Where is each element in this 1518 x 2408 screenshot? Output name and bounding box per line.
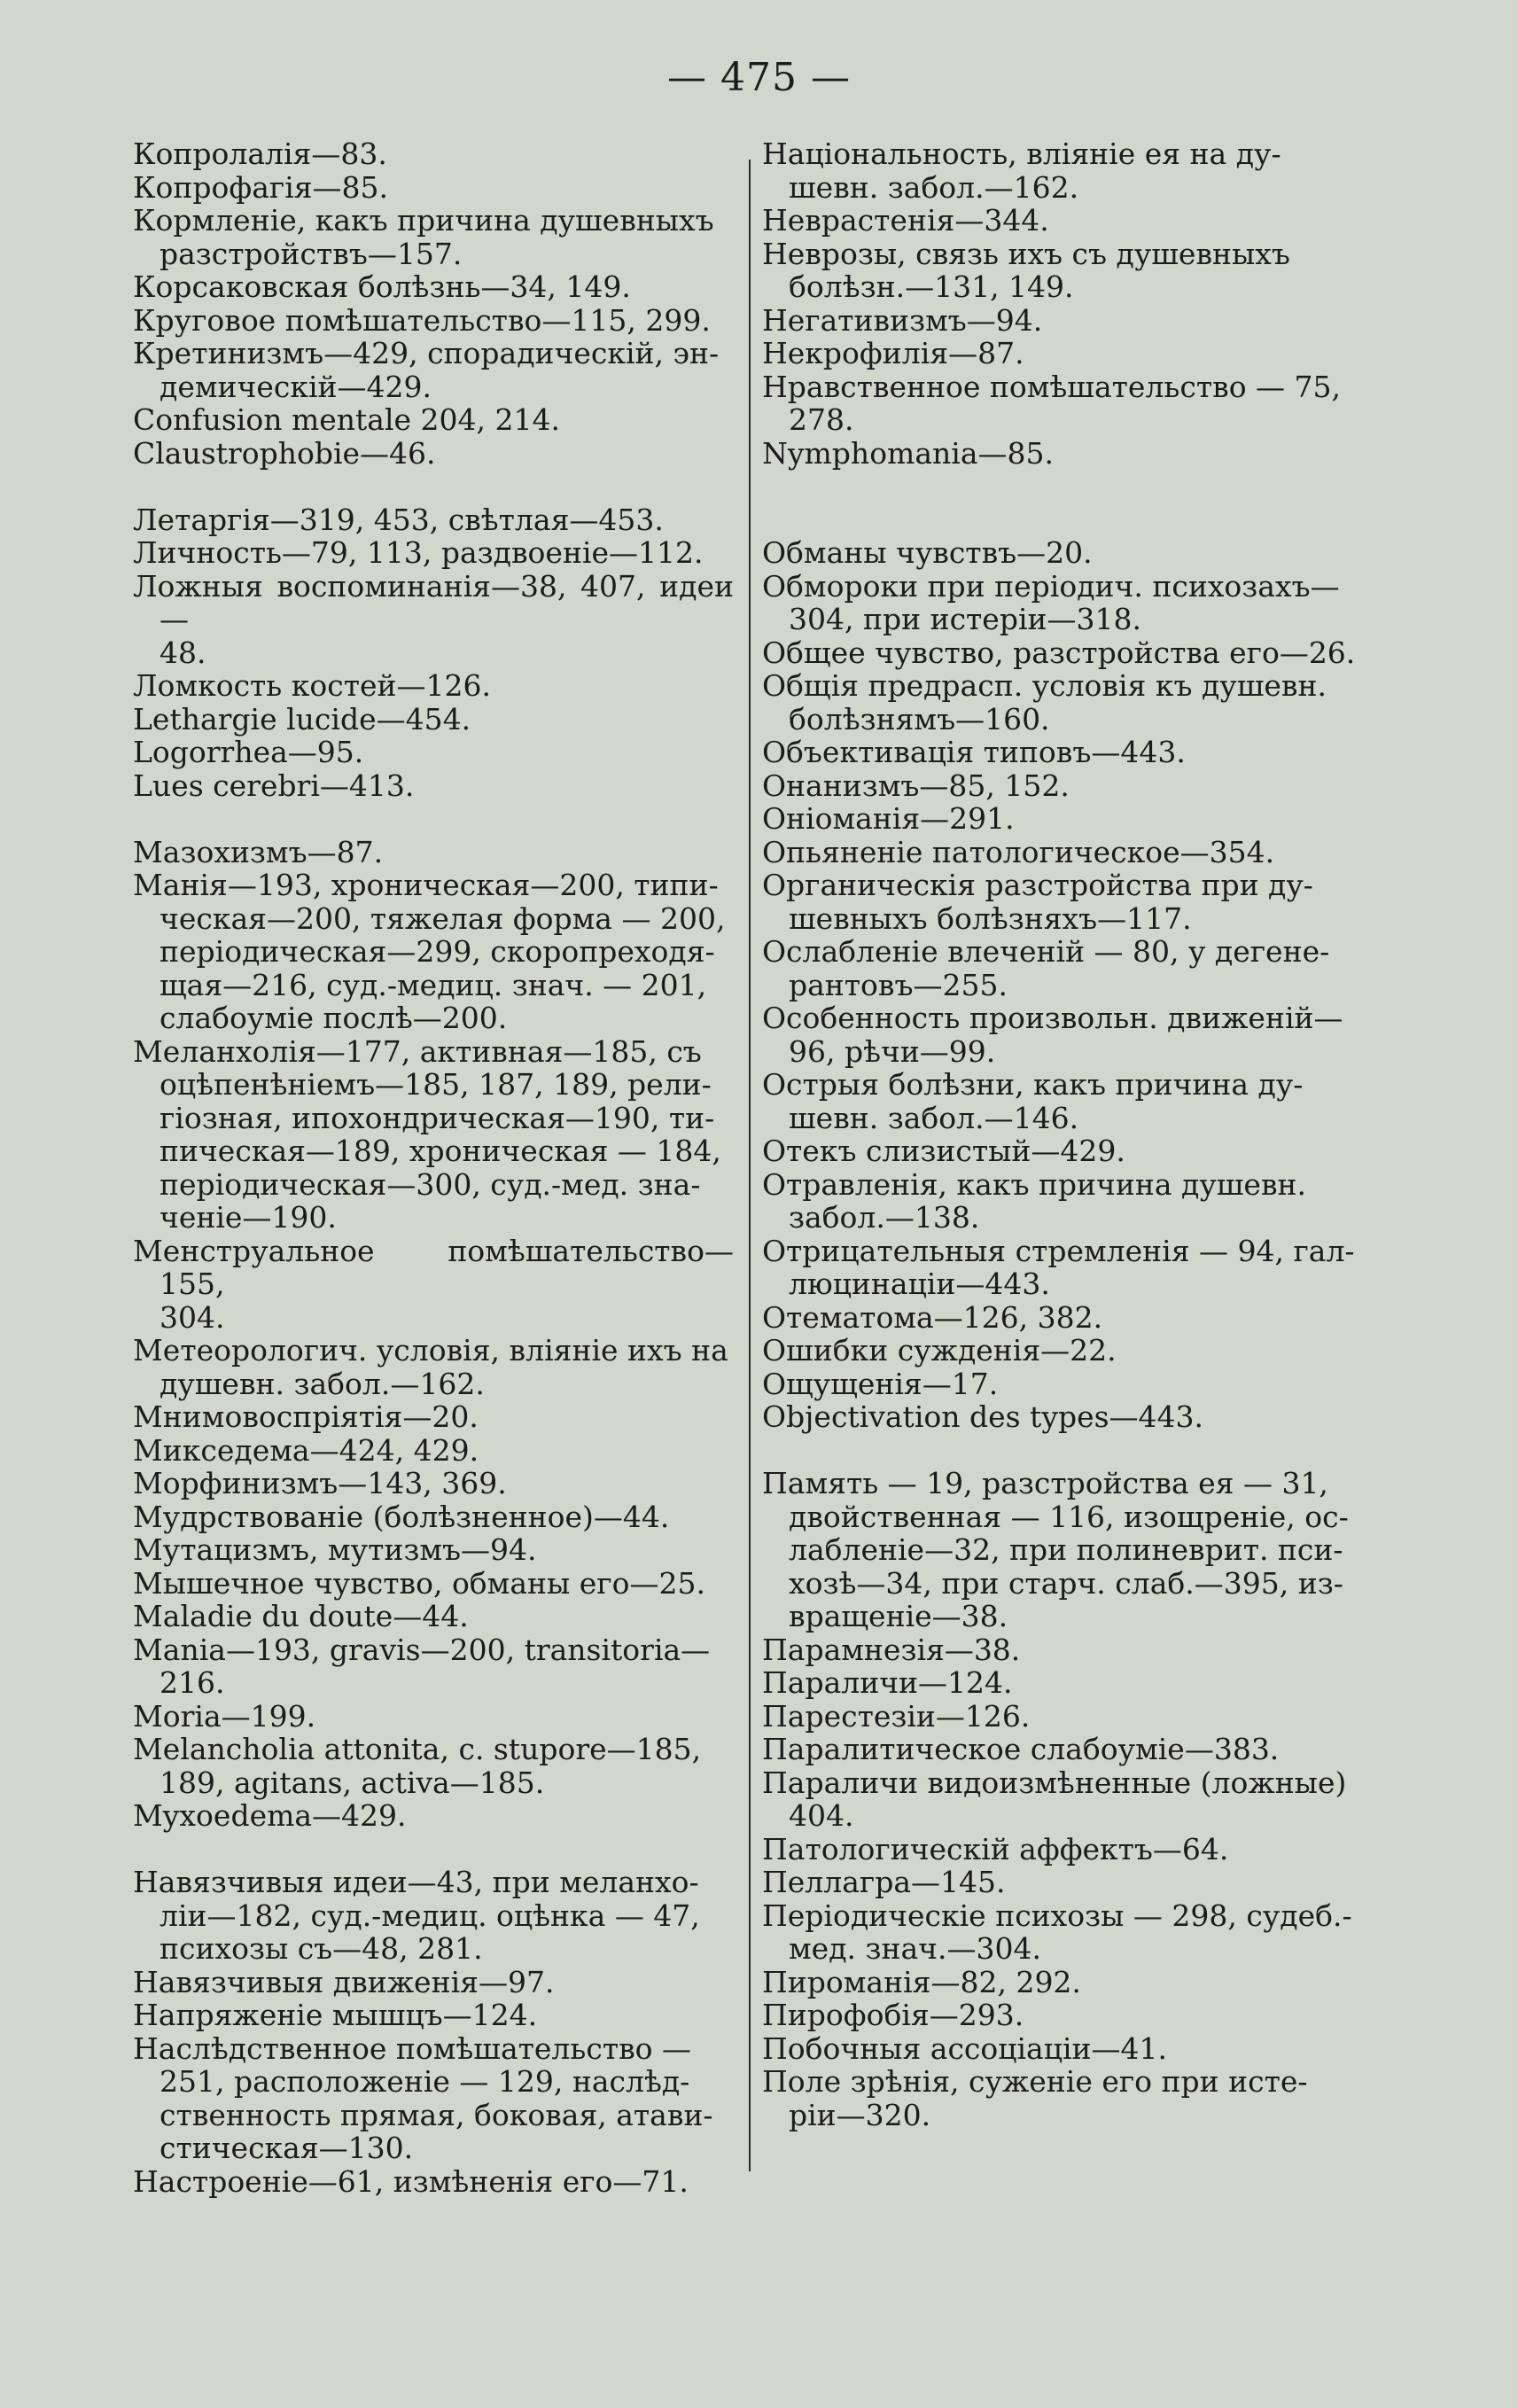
index-entry-line: Параличи видоизмѣненные (ложные) — [762, 1765, 1347, 1800]
index-entry — [762, 769, 1374, 803]
index-entry — [762, 137, 1374, 204]
index-entry-line: Манія—193, хроническая—200, типи- — [133, 868, 719, 902]
index-entry — [133, 137, 734, 171]
page-number: — 475 — — [667, 55, 851, 100]
index-entry-line: пическая—189, хроническая — 184, — [160, 1134, 721, 1168]
index-entry — [762, 869, 1374, 935]
index-column-right — [762, 137, 1374, 2131]
index-entry — [762, 1400, 1374, 1434]
index-entry — [133, 1866, 734, 1966]
index-entry — [133, 1400, 734, 1434]
index-entry-line: Кретинизмъ—429, спорадическій, эн- — [133, 336, 720, 370]
index-entry-line: шевныхъ болѣзняхъ—117. — [789, 900, 1192, 936]
index-entry-line: Мнимовоспріятія—20. — [133, 1399, 479, 1434]
index-entry — [133, 836, 734, 869]
index-entry-line: Ложныя воспоминанія—38, 407, идеи— — [133, 568, 734, 636]
index-entry-line: Парамнезія—38. — [762, 1632, 1021, 1667]
index-entry-line: Настроеніе—61, измѣненія его—71. — [133, 2163, 689, 2199]
index-entry-line: Оніоманія—291. — [762, 801, 1015, 836]
index-entry-line: 304, при истеріи—318. — [789, 602, 1141, 636]
index-entry-line: Мудрствованіе (болѣзненное)—44. — [133, 1499, 670, 1534]
index-entry — [762, 1001, 1374, 1068]
section-gap — [133, 470, 734, 503]
index-entry-line: Ломкость костей—126. — [133, 668, 491, 703]
index-entry-line: Морфинизмъ—143, 369. — [133, 1466, 507, 1500]
index-entry-line: Напряженіе мышцъ—124. — [133, 1998, 538, 2032]
index-entry-line: ченіе—190. — [160, 1200, 337, 1235]
index-entry — [133, 769, 734, 803]
index-entry-line: 251, расположеніе — 129, наслѣд- — [160, 2064, 690, 2099]
index-entry-line: Melancholia attonita, c. stupore—185, — [133, 1732, 702, 1766]
index-entry-line: Микседема—424, 429. — [133, 1432, 479, 1468]
index-entry — [133, 1467, 734, 1500]
index-entry-line: 216. — [160, 1665, 225, 1700]
index-column-left — [133, 137, 734, 2198]
index-entry — [762, 1134, 1374, 1168]
index-entry — [762, 1866, 1374, 1899]
index-entry-line: Національность, вліяніе ея на ду- — [762, 136, 1281, 171]
index-entry-line: Парестезіи—126. — [762, 1698, 1031, 1734]
index-entry — [762, 669, 1374, 736]
index-entry-line: Корсаковская болѣзнь—34, 149. — [133, 269, 631, 304]
index-entry-line: Отрицательныя стремленія — 94, гал- — [762, 1233, 1355, 1268]
section-gap — [133, 1833, 734, 1866]
index-entry-line: гіозная, ипохондрическая—190, ти- — [160, 1100, 715, 1135]
index-entry — [762, 1235, 1374, 1301]
index-entry — [133, 1633, 734, 1700]
index-entry — [762, 1334, 1374, 1368]
index-entry-line: Мышечное чувство, обманы его—25. — [133, 1565, 705, 1601]
index-entry — [133, 204, 734, 270]
index-entry — [133, 1434, 734, 1468]
index-entry-line: Нравственное помѣшательство — 75, — [762, 369, 1342, 404]
index-entry-line: Опьяненіе патологическое—354. — [762, 834, 1275, 869]
index-entry-line: Періодическіе психозы — 298, судеб.- — [762, 1898, 1352, 1933]
index-entry — [762, 1068, 1374, 1134]
index-entry-line: Ощущенія—17. — [762, 1366, 999, 1401]
index-entry-line: Объективація типовъ—443. — [762, 735, 1186, 769]
index-entry — [762, 1766, 1374, 1833]
index-entry-line: Moria—199. — [133, 1698, 316, 1734]
index-entry-line: Обманы чувствъ—20. — [762, 535, 1093, 570]
index-entry — [133, 703, 734, 736]
index-entry-line: Некрофилія—87. — [762, 336, 1024, 370]
index-entry — [133, 2032, 734, 2165]
index-entry — [762, 736, 1374, 769]
index-entry-line: Неврозы, связь ихъ съ душевныхъ — [762, 236, 1290, 271]
index-entry — [762, 1368, 1374, 1401]
index-entry-line: болѣзн.—131, 149. — [789, 269, 1074, 304]
index-entry-line: забол.—138. — [789, 1200, 980, 1235]
index-entry-line: ческая—200, тяжелая форма — 200, — [160, 900, 726, 936]
index-entry-line: Меланхолія—177, активная—185, съ — [133, 1033, 702, 1069]
index-entry-line: лабленіе—32, при полиневрит. пси- — [789, 1532, 1343, 1567]
index-entry-line: Отематома—126, 382. — [762, 1299, 1103, 1335]
index-entry — [133, 1799, 734, 1833]
index-entry-line: Патологическій аффектъ—64. — [762, 1831, 1229, 1866]
index-entry — [133, 337, 734, 403]
index-entry — [133, 536, 734, 570]
index-entry-line: психозы съ—48, 281. — [160, 1931, 483, 1966]
index-entry — [762, 204, 1374, 238]
index-entry-line: Nymphomania—85. — [762, 435, 1054, 471]
index-entry — [133, 403, 734, 437]
index-entry — [762, 935, 1374, 1001]
index-entry-line: Objectivation des types—443. — [762, 1399, 1204, 1434]
index-entry-line: стическая—130. — [160, 2131, 414, 2165]
index-entry-line: демическій—429. — [160, 369, 432, 404]
index-entry-line: Claustrophobie—46. — [133, 435, 436, 471]
section-gap — [133, 802, 734, 836]
index-entry-line: душевн. забол.—162. — [160, 1366, 485, 1401]
index-entry-line: Наслѣдственное помѣшательство — — [133, 2030, 692, 2066]
index-entry-line: ріи—320. — [789, 2097, 931, 2132]
index-entry — [133, 1700, 734, 1734]
index-entry — [133, 570, 734, 670]
index-entry — [762, 1633, 1374, 1667]
index-entry-line: Онанизмъ—85, 152. — [762, 768, 1070, 803]
index-entry-line: Неврастенія—344. — [762, 203, 1049, 238]
index-entry-line: Копролалія—83. — [133, 136, 387, 171]
index-entry-line: Logorrhea—95. — [133, 735, 364, 769]
section-gap — [762, 470, 1374, 503]
index-entry-line: слабоуміе послѣ—200. — [160, 1001, 508, 1035]
index-entry-line: Менструальное помѣшательство—155, — [133, 1233, 734, 1301]
index-entry — [762, 536, 1374, 570]
index-entry — [133, 1035, 734, 1235]
index-entry-line: Ошибки сужденія—22. — [762, 1333, 1117, 1368]
index-entry-line: 304. — [160, 1299, 225, 1335]
index-entry — [762, 1733, 1374, 1766]
index-entry — [762, 437, 1374, 471]
index-entry-line: вращеніе—38. — [789, 1599, 1008, 1633]
index-entry-line: хозѣ—34, при старч. слаб.—395, из- — [789, 1565, 1343, 1601]
index-entry — [762, 1833, 1374, 1866]
index-entry — [133, 1235, 734, 1335]
index-entry — [762, 1301, 1374, 1335]
index-entry-line: двойственная — 116, изощреніе, ос- — [789, 1499, 1349, 1534]
index-entry-line: мед. знач.—304. — [789, 1931, 1041, 1966]
index-entry-line: 189, agitans, activa—185. — [160, 1765, 545, 1800]
index-entry-line: Память — 19, разстройства ея — 31, — [762, 1466, 1328, 1500]
index-entry-line: Навязчивыя идеи—43, при меланхо- — [133, 1865, 699, 1899]
index-entry — [133, 869, 734, 1035]
index-entry-line: Lues cerebri—413. — [133, 768, 415, 803]
index-entry-line: 48. — [160, 635, 206, 670]
index-entry-line: Паралитическое слабоуміе—383. — [762, 1732, 1280, 1766]
index-entry-line: Особенность произвольн. движеній— — [762, 1001, 1343, 1035]
column-divider — [749, 160, 751, 2171]
index-entry — [762, 570, 1374, 636]
index-entry-line: Maladie du doute—44. — [133, 1599, 469, 1633]
index-entry — [762, 238, 1374, 304]
index-entry-line: Параличи—124. — [762, 1665, 1013, 1700]
index-entry-line: Летаргія—319, 453, свѣтлая—453. — [133, 502, 664, 537]
index-entry — [762, 802, 1374, 836]
index-entry — [762, 1700, 1374, 1734]
index-entry — [133, 2165, 734, 2199]
index-entry-line: Копрофагія—85. — [133, 169, 389, 205]
index-entry-line: Ослабленіе влеченій — 80, у дегене- — [762, 934, 1330, 969]
index-entry-line: Пироманія—82, 292. — [762, 1964, 1081, 1999]
index-entry — [762, 2032, 1374, 2066]
index-entry-line: щая—216, суд.-медиц. знач. — 201, — [160, 967, 707, 1002]
index-entry-line: Поле зрѣнія, суженіе его при исте- — [762, 2064, 1308, 2099]
index-entry-line: періодическая—299, скоропреходя- — [160, 934, 715, 969]
index-entry — [133, 1567, 734, 1601]
index-entry — [762, 304, 1374, 338]
index-entry-line: періодическая—300, суд.-мед. зна- — [160, 1166, 701, 1202]
index-entry-line: ліи—182, суд.-медиц. оцѣнка — 47, — [160, 1898, 700, 1933]
index-entry-line: Lethargie lucide—454. — [133, 701, 471, 736]
index-entry-line: 96, рѣчи—99. — [789, 1033, 996, 1069]
index-entry-line: Негативизмъ—94. — [762, 302, 1043, 338]
index-entry-line: шевн. забол.—146. — [789, 1100, 1079, 1135]
index-entry — [133, 304, 734, 338]
index-entry-line: болѣзнямъ—160. — [789, 701, 1050, 736]
index-entry — [762, 636, 1374, 670]
index-entry — [133, 1733, 734, 1799]
index-entry-line: Обмороки при періодич. психозахъ— — [762, 568, 1340, 604]
index-entry — [133, 669, 734, 703]
index-entry — [762, 1999, 1374, 2032]
index-entry-line: Мутацизмъ, мутизмъ—94. — [133, 1532, 537, 1567]
index-entry-line: Органическія разстройства при ду- — [762, 868, 1313, 902]
index-entry-line: Пеллагра—145. — [762, 1865, 1006, 1899]
index-entry — [133, 437, 734, 471]
index-entry — [762, 1168, 1374, 1235]
index-entry-line: Навязчивыя движенія—97. — [133, 1964, 555, 1999]
index-entry-line: люцинаціи—443. — [789, 1266, 1050, 1301]
index-entry — [762, 1666, 1374, 1700]
index-entry — [133, 1966, 734, 1999]
index-entry-line: рантовъ—255. — [789, 967, 1008, 1002]
index-entry-line: Кормленіе, какъ причина душевныхъ — [133, 203, 714, 238]
index-entry — [762, 337, 1374, 370]
index-entry — [762, 2065, 1374, 2131]
index-entry — [133, 1999, 734, 2032]
index-entry — [762, 370, 1374, 437]
index-entry — [762, 836, 1374, 869]
index-entry-line: 404. — [789, 1798, 854, 1833]
index-entry — [762, 1467, 1374, 1633]
index-entry — [762, 1966, 1374, 1999]
index-entry-line: Метеорологич. условія, вліяніе ихъ на — [133, 1333, 728, 1368]
index-entry-line: Отравленія, какъ причина душевн. — [762, 1166, 1307, 1202]
index-entry-line: Круговое помѣшательство—115, 299. — [133, 302, 711, 338]
index-entry-line: 278. — [789, 402, 854, 437]
index-entry-line: Острыя болѣзни, какъ причина ду- — [762, 1067, 1304, 1102]
index-entry-line: оцѣпенѣніемъ—185, 187, 189, рели- — [160, 1067, 712, 1102]
section-gap — [762, 503, 1374, 537]
index-entry-line: Мазохизмъ—87. — [133, 834, 384, 869]
index-entry-line: ственность прямая, боковая, атави- — [160, 2097, 713, 2132]
index-entry — [133, 503, 734, 537]
index-entry-line: Пирофобія—293. — [762, 1998, 1024, 2032]
index-entry — [762, 1899, 1374, 1966]
index-entry — [133, 1533, 734, 1567]
index-entry — [133, 736, 734, 769]
index-entry-line: Отекъ слизистый—429. — [762, 1134, 1125, 1168]
index-entry — [133, 1334, 734, 1400]
index-entry-line: Общія предрасп. условія къ душевн. — [762, 668, 1327, 703]
index-entry-line: Confusion mentale 204, 214. — [133, 402, 560, 437]
index-entry-line: разстройствъ—157. — [160, 236, 463, 271]
index-entry — [133, 1600, 734, 1633]
section-gap — [762, 1434, 1374, 1468]
index-entry-line: Личность—79, 113, раздвоеніе—112. — [133, 535, 704, 570]
index-entry-line: Побочныя ассоціаціи—41. — [762, 2030, 1167, 2066]
index-entry-line: шевн. забол.—162. — [789, 169, 1079, 205]
index-entry — [133, 171, 734, 205]
index-entry-line: Общее чувство, разстройства его—26. — [762, 635, 1356, 670]
index-entry — [133, 270, 734, 304]
index-entry-line: Mania—193, gravis—200, transitoria— — [133, 1632, 711, 1667]
index-entry-line: Myxoedema—429. — [133, 1798, 407, 1833]
index-entry — [133, 1500, 734, 1534]
